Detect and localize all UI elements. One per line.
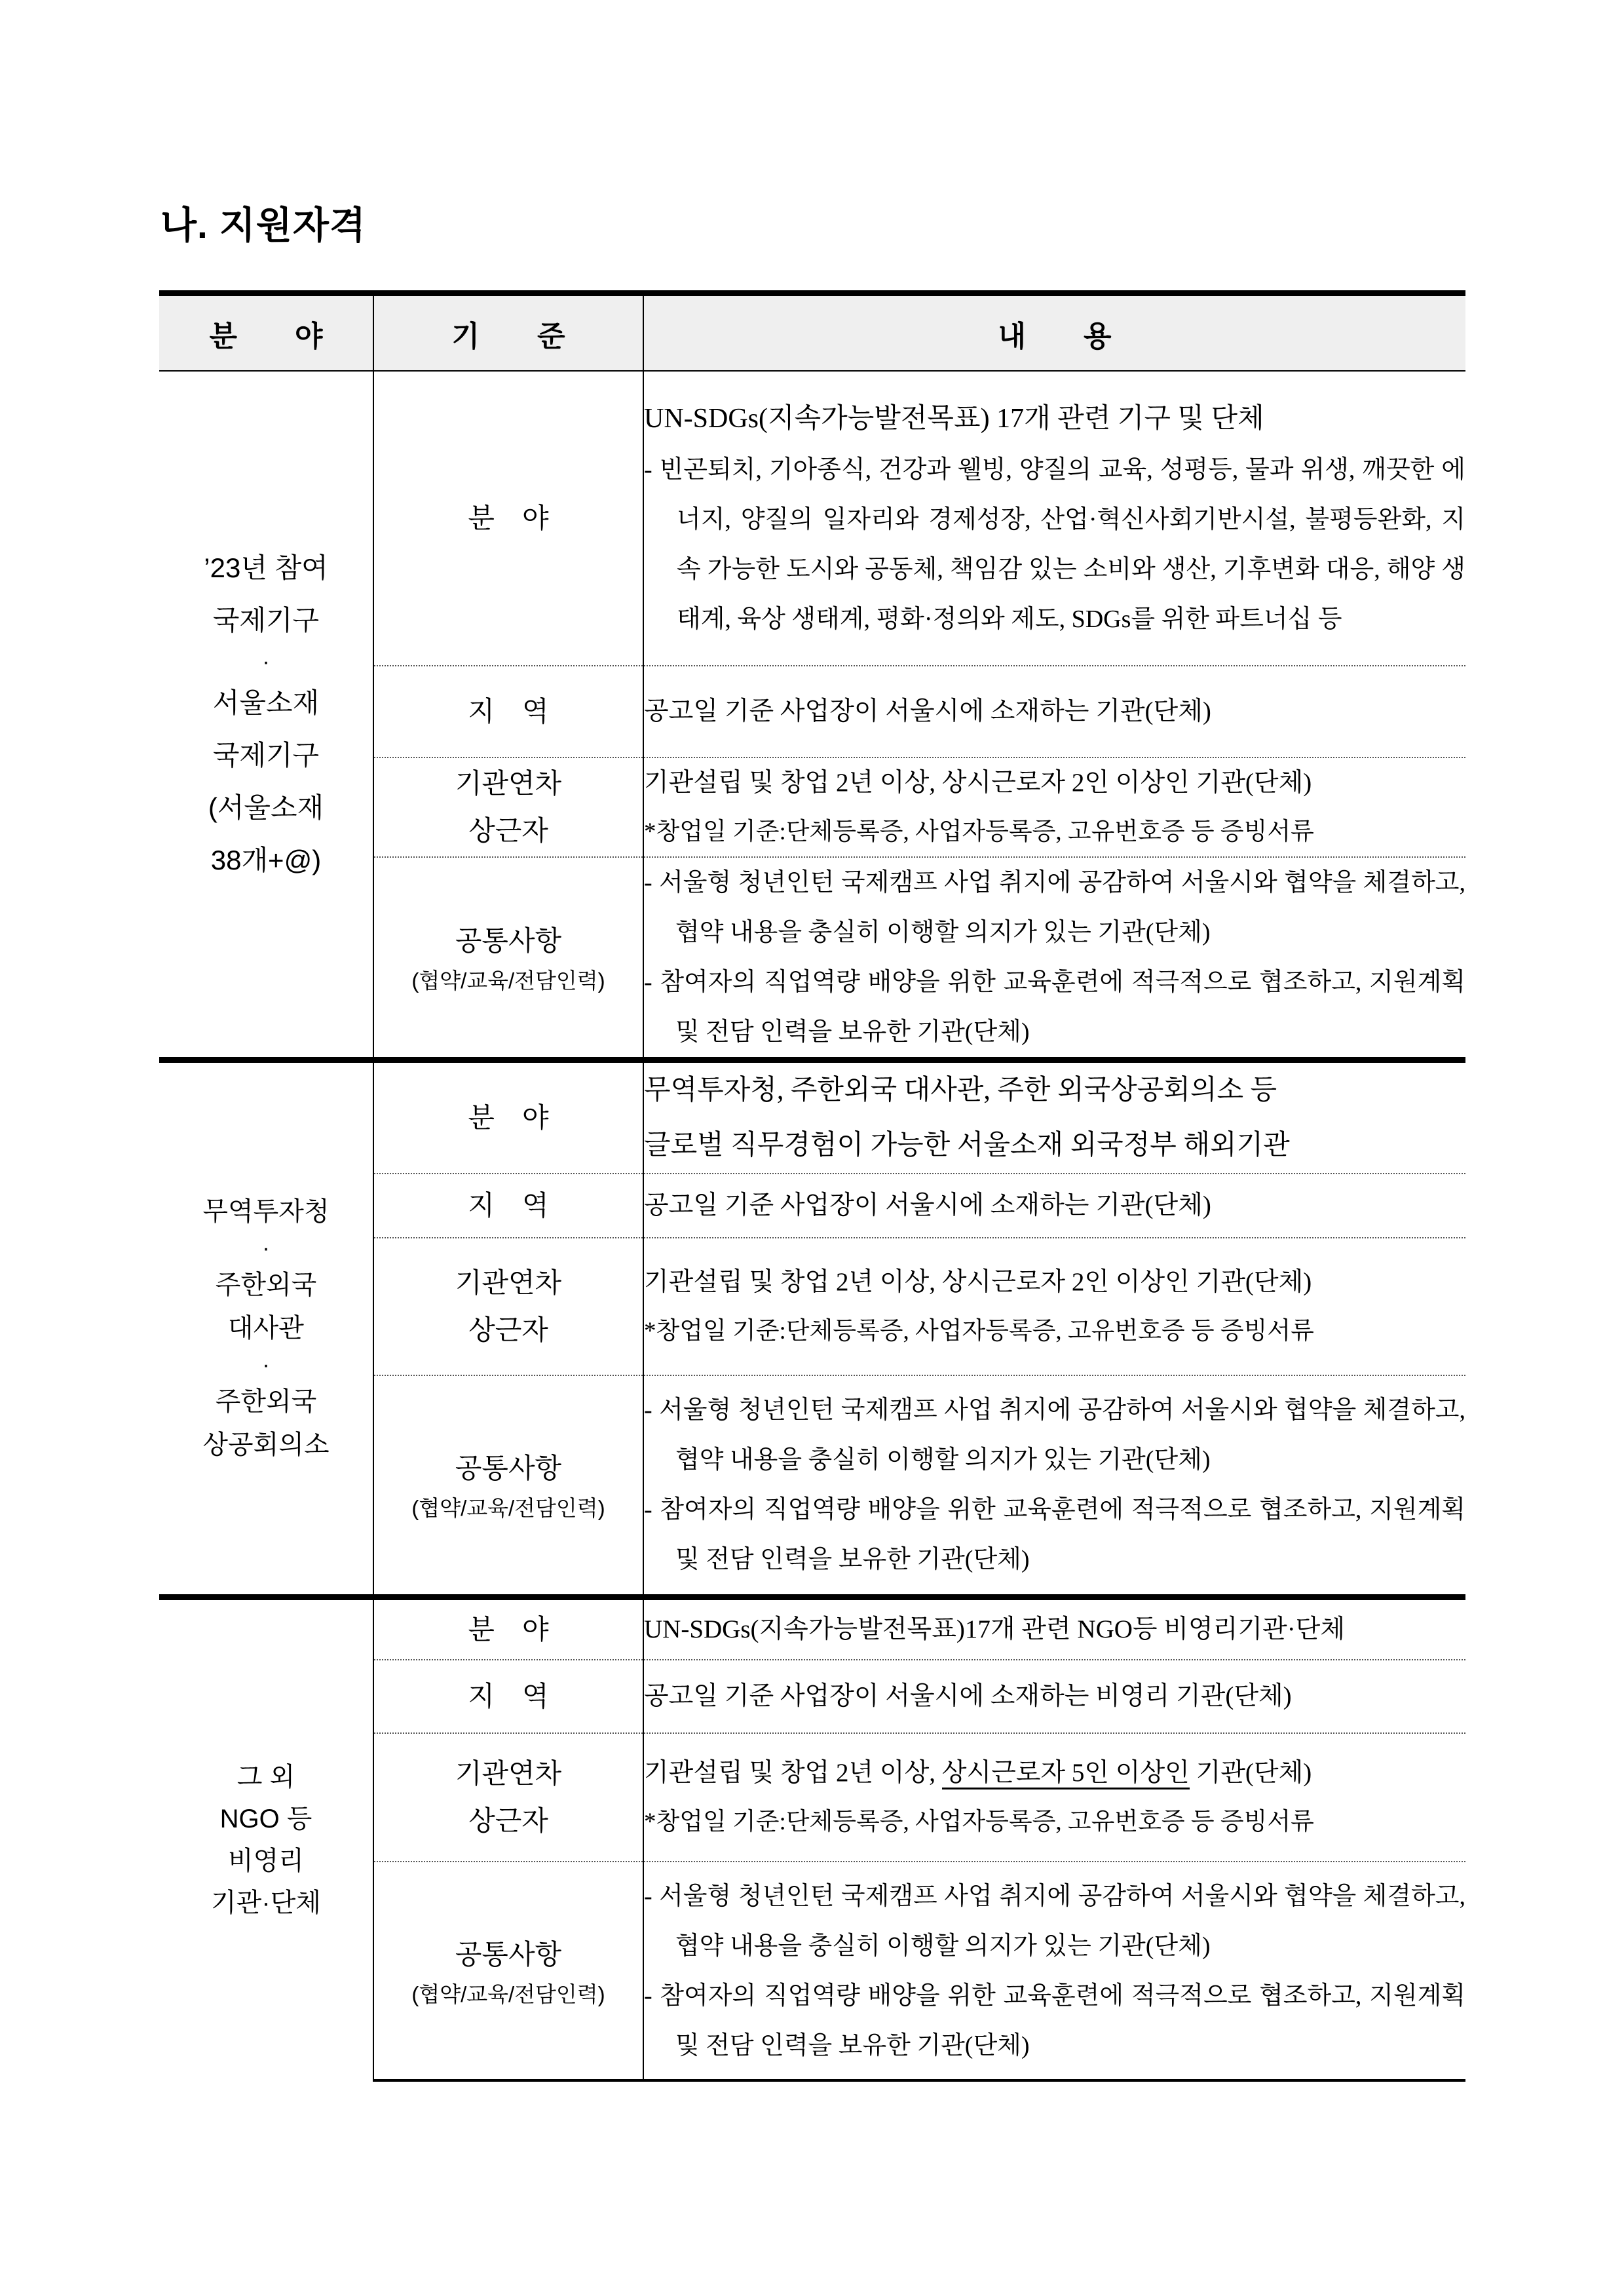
group3-region-criteria-cell xyxy=(373,1660,643,1733)
group1-common-criteria-cell xyxy=(373,857,643,1060)
group2-label-line: 대사관 xyxy=(228,1314,304,1343)
eligibility-table xyxy=(159,290,1465,2082)
group2-region-criteria-cell xyxy=(373,1174,643,1238)
tenure-main-text xyxy=(644,1748,1465,1798)
field-heading: UN-SDGs(지속가능발전목표) 17개 관련 기구 및 단체 xyxy=(644,404,1264,434)
group2-label-line: 무역투자청 xyxy=(202,1197,330,1227)
group1-common-content-cell xyxy=(643,857,1465,1060)
group1-tenure-criteria-cell xyxy=(373,757,643,857)
group1-field-criteria-cell xyxy=(373,371,643,666)
criteria-label: 상근자 xyxy=(468,1314,548,1345)
group2-label-separator-dot: · xyxy=(262,1236,270,1261)
page-title: 나. 지원자격 xyxy=(161,204,366,246)
field-line: 글로벌 직무경험이 가능한 서울소재 외국정부 해외기관 xyxy=(644,1130,1290,1160)
group2-label-cell xyxy=(159,1060,373,1598)
group3-tenure-criteria-cell xyxy=(373,1733,643,1862)
criteria-label: 기관연차 xyxy=(455,768,562,799)
group2-label-line: 주한외국 xyxy=(215,1271,317,1300)
group3-label-cell xyxy=(159,1597,373,2080)
header-field-cell: 분 야 xyxy=(159,294,373,372)
common-item: - 참여자의 직업역량 배양을 위한 교육훈련에 적극적으로 협조하고, 지원계획 및 전담 인력을 보유한 기관(단체) xyxy=(644,1496,1465,1574)
group2-label-line: 상공회의소 xyxy=(202,1430,330,1460)
criteria-sublabel: (협약/교육/전담인력) xyxy=(411,1496,605,1521)
criteria-label: 분 야 xyxy=(468,1613,549,1645)
group2-tenure-criteria-cell xyxy=(373,1238,643,1375)
field-bullet-text: - 빈곤퇴치, 기아종식, 건강과 웰빙, 양질의 교육, 성평등, 물과 위생, 깨끗한 에너지, 양질의 일자리와 경제성장, 산업·혁신사회기반시설, 불평등완화, 지속 가능한 도시와 공동체, 책임감 있는 소비와 생산, 기후변화 대응, 해양 생태계, 육상 생태계, 평화·정의와 제도, SDGs를 위한 파트너십 등 xyxy=(644,456,1465,633)
group1-tenure-content-cell xyxy=(643,757,1465,857)
group2-field-row xyxy=(159,1060,1465,1174)
group3-common-criteria-cell xyxy=(373,1862,643,2080)
criteria-label: 기관연차 xyxy=(455,1758,562,1789)
group3-field-row xyxy=(159,1597,1465,1660)
tenure-main-prefix: 기관설립 및 창업 2년 이상, xyxy=(644,1759,942,1787)
common-item: - 서울형 청년인턴 국제캠프 사업 취지에 공감하여 서울시와 협약을 체결하고, 협약 내용을 충실히 이행할 의지가 있는 기관(단체) xyxy=(644,1396,1465,1474)
group3-field-criteria-cell xyxy=(373,1597,643,1660)
criteria-label: 지 역 xyxy=(468,1190,549,1221)
group1-label-line: ’23년 참여 xyxy=(204,552,328,583)
common-item: - 참여자의 직업역량 배양을 위한 교육훈련에 적극적으로 협조하고, 지원계획 및 전담 인력을 보유한 기관(단체) xyxy=(644,1981,1465,2059)
group1-field-content-cell xyxy=(643,371,1465,666)
group3-label-line: NGO 등 xyxy=(219,1805,312,1834)
table-header-row xyxy=(159,294,1465,372)
group2-field-content-cell xyxy=(643,1060,1465,1174)
tenure-main-underlined: 상시근로자 5인 이상인 xyxy=(942,1759,1190,1789)
tenure-note-text: *창업일 기준:단체등록증, 사업자등록증, 고유번호증 등 증빙서류 xyxy=(644,818,1314,845)
criteria-sublabel: (협약/교육/전담인력) xyxy=(411,1981,605,2006)
group2-label-separator-dot: · xyxy=(262,1352,270,1378)
group3-common-content-cell xyxy=(643,1862,1465,2080)
criteria-label: 상근자 xyxy=(468,1805,548,1836)
criteria-sublabel: (협약/교육/전담인력) xyxy=(411,968,605,993)
criteria-label: 지 역 xyxy=(468,1681,549,1712)
field-line: UN-SDGs(지속가능발전목표)17개 관련 NGO등 비영리기관·단체 xyxy=(644,1615,1346,1643)
group2-common-content-cell xyxy=(643,1375,1465,1597)
group1-region-content-cell xyxy=(643,666,1465,757)
field-line: 무역투자청, 주한외국 대사관, 주한 외국상공회의소 등 xyxy=(644,1075,1277,1105)
criteria-label: 기관연차 xyxy=(455,1267,562,1298)
region-text: 공고일 기준 사업장이 서울시에 소재하는 기관(단체) xyxy=(644,697,1211,725)
criteria-label: 공통사항 xyxy=(455,1453,562,1484)
group1-region-criteria-cell xyxy=(373,666,643,757)
group2-tenure-content-cell xyxy=(643,1238,1465,1375)
criteria-label: 지 역 xyxy=(468,696,549,727)
group3-label-line: 그 외 xyxy=(236,1763,295,1792)
group3-tenure-content-cell xyxy=(643,1733,1465,1862)
common-item: - 참여자의 직업역량 배양을 위한 교육훈련에 적극적으로 협조하고, 지원계획 및 전담 인력을 보유한 기관(단체) xyxy=(644,968,1465,1046)
criteria-label: 분 야 xyxy=(468,503,549,533)
criteria-label: 공통사항 xyxy=(455,1938,562,1970)
group3-label-line: 비영리 xyxy=(228,1846,304,1876)
criteria-label: 상근자 xyxy=(468,815,548,846)
group1-field-row xyxy=(159,371,1465,666)
header-criteria-cell: 기 준 xyxy=(373,294,643,372)
group3-region-content-cell xyxy=(643,1660,1465,1733)
criteria-label: 공통사항 xyxy=(455,925,562,956)
common-item: - 서울형 청년인턴 국제캠프 사업 취지에 공감하여 서울시와 협약을 체결하고, 협약 내용을 충실히 이행할 의지가 있는 기관(단체) xyxy=(644,1882,1465,1960)
group1-label-line: 서울소재 xyxy=(212,687,320,718)
group3-field-content-cell xyxy=(643,1597,1465,1660)
group1-label-line: 국제기구 xyxy=(212,605,320,636)
group2-label-line: 주한외국 xyxy=(215,1387,317,1417)
group1-label-separator-dot: · xyxy=(262,649,270,674)
common-item: - 서울형 청년인턴 국제캠프 사업 취지에 공감하여 서울시와 협약을 체결하고, 협약 내용을 충실히 이행할 의지가 있는 기관(단체) xyxy=(644,869,1465,946)
region-text: 공고일 기준 사업장이 서울시에 소재하는 기관(단체) xyxy=(644,1191,1211,1219)
tenure-note-text: *창업일 기준:단체등록증, 사업자등록증, 고유번호증 등 증빙서류 xyxy=(644,1318,1314,1345)
group1-label-line: (서울소재 xyxy=(208,792,324,823)
group1-label-line: 38개+@) xyxy=(210,845,322,875)
group2-common-criteria-cell xyxy=(373,1375,643,1597)
group1-label-cell xyxy=(159,371,373,1060)
group2-field-criteria-cell xyxy=(373,1060,643,1174)
tenure-main-text: 기관설립 및 창업 2년 이상, 상시근로자 2인 이상인 기관(단체) xyxy=(644,1268,1312,1296)
criteria-label: 분 야 xyxy=(468,1102,549,1133)
group1-label-line: 국제기구 xyxy=(212,740,320,771)
header-content-cell: 내 용 xyxy=(643,294,1465,372)
group3-label-line: 기관·단체 xyxy=(211,1888,321,1918)
region-text: 공고일 기준 사업장이 서울시에 소재하는 비영리 기관(단체) xyxy=(644,1682,1292,1710)
group2-region-content-cell xyxy=(643,1174,1465,1238)
tenure-main-text: 기관설립 및 창업 2년 이상, 상시근로자 2인 이상인 기관(단체) xyxy=(644,769,1312,797)
tenure-note-text: *창업일 기준:단체등록증, 사업자등록증, 고유번호증 등 증빙서류 xyxy=(644,1808,1314,1835)
tenure-main-suffix: 기관(단체) xyxy=(1189,1759,1312,1787)
